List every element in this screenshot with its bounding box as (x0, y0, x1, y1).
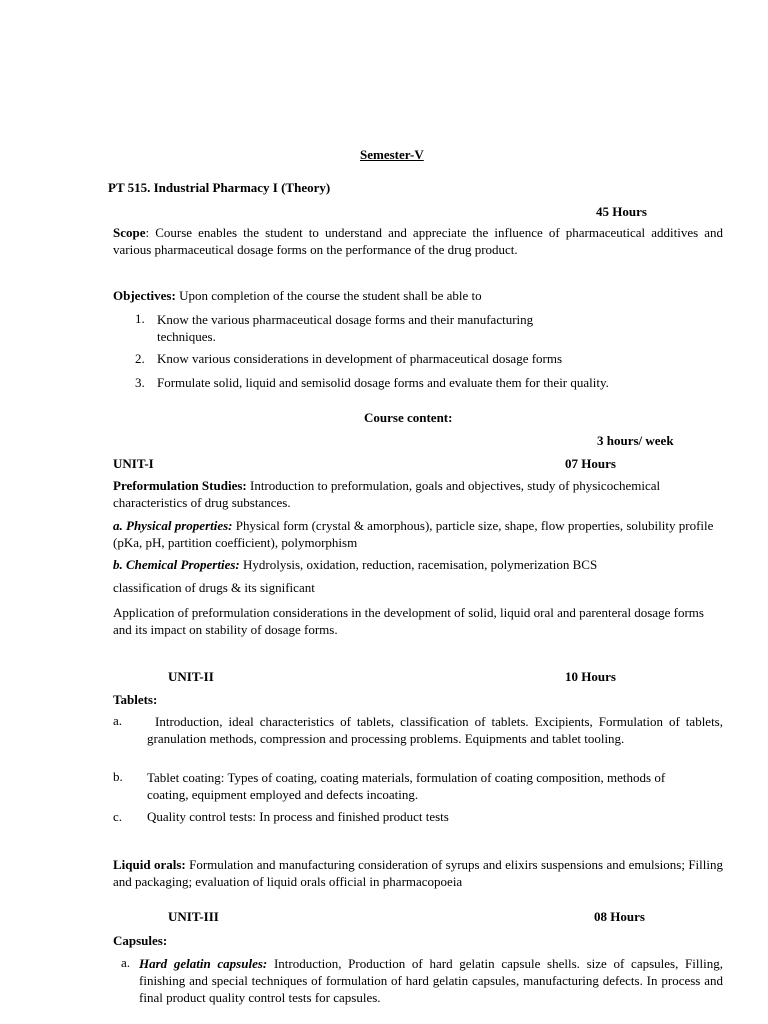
scope-label: Scope (113, 225, 146, 240)
unit-2-hours: 10 Hours (565, 669, 616, 684)
preformulation-text: Introduction to preformulation, goals and objectives, study of physicochemical characteristics of drug substances. (113, 478, 661, 510)
liquid-orals-text: Formulation and manufacturing consideration of syrups and elixirs suspensions and emulsions; Filling and packaging; evaluation of liquid orals official in pharmacopoeia (113, 857, 724, 889)
liquid-orals-label: Liquid orals: (113, 857, 186, 872)
course-content-heading: Course content: (364, 410, 453, 425)
objective-number: 3. (135, 375, 145, 390)
unit-3-hours: 08 Hours (594, 909, 645, 924)
hard-gelatin-text: Introduction, Production of hard gelatin capsule shells. size of capsules, Filling, finishing and special techniques of formulation of hard gelatin capsules, manufacturing defects. In process and final product quality control tests for capsules. (139, 956, 723, 1005)
capsule-item (139, 955, 723, 1006)
objective-item: Formulate solid, liquid and semisolid dosage forms and evaluate them for their quality. (157, 375, 609, 390)
tablet-item: Quality control tests: In process and finished product tests (147, 809, 449, 824)
tablets-heading: Tablets: (113, 692, 158, 707)
objectives-intro (113, 288, 482, 304)
chemical-properties-line (113, 557, 597, 573)
unit-1-title: UNIT-I (113, 456, 154, 471)
objective-item: Know various considerations in development of pharmaceutical dosage forms (157, 351, 563, 366)
objective-item (157, 311, 607, 345)
chemical-properties-text: Hydrolysis, oxidation, reduction, racemisation, polymerization BCS (239, 557, 598, 572)
hours-per-week: 3 hours/ week (597, 433, 674, 448)
tablet-item: Tablet coating: Types of coating, coating materials, formulation of coating composition, methods of coating, equipment employed and defects incoating. (147, 770, 666, 802)
course-title: PT 515. Industrial Pharmacy I (Theory) (108, 180, 331, 195)
unit-3-title: UNIT-III (168, 909, 219, 924)
objectives-label: Objectives: (113, 288, 176, 303)
objective-line: techniques. (157, 329, 216, 344)
hard-gelatin-label: Hard gelatin capsules: (139, 956, 268, 971)
capsules-heading: Capsules: (113, 933, 168, 948)
objective-line: Know the various pharmaceutical dosage forms and their manufacturing (157, 312, 534, 327)
total-hours: 45 Hours (596, 204, 647, 219)
chemical-properties-label: b. Chemical Properties: (113, 557, 240, 572)
physical-properties-label: a. Physical properties: (113, 518, 233, 533)
liquid-orals-paragraph (113, 856, 723, 890)
preformulation-label: Preformulation Studies: (113, 478, 247, 493)
chemical-properties-line-2: classification of drugs & its significant (113, 580, 315, 595)
semester-heading: Semester-V (360, 147, 424, 162)
objective-number: 2. (135, 351, 145, 366)
unit-2-title: UNIT-II (168, 669, 214, 684)
scope-text: : Course enables the student to understand and appreciate the influence of pharmaceutical additives and various pharmaceutical dosage forms on the performance of the drug product. (113, 225, 723, 257)
tablet-item-letter: a. (113, 713, 123, 728)
application-paragraph: Application of preformulation considerations in the development of solid, liquid oral and parenteral dosage forms and its impact on stability of dosage forms. (113, 605, 704, 637)
objectives-intro-text: Upon completion of the course the student shall be able to (175, 288, 482, 303)
tablet-item-letter: b. (113, 769, 123, 784)
objective-number: 1. (135, 311, 145, 326)
preformulation-paragraph (113, 477, 723, 511)
capsule-item-letter: a. (121, 955, 131, 970)
tablet-item-letter: c. (113, 809, 123, 824)
physical-properties-paragraph (113, 517, 723, 551)
physical-properties-text: Physical form (crystal & amorphous), particle size, shape, flow properties, solubility profile (pKa, pH, partition coefficient), polymorphism (113, 518, 714, 550)
scope-paragraph (113, 224, 723, 258)
unit-1-hours: 07 Hours (565, 456, 616, 471)
tablet-item: Introduction, ideal characteristics of tablets, classification of tablets. Excipients, Formulation of tablets, granulation methods, compression and processing problems. Equipments and tablet tooling. (147, 714, 723, 746)
